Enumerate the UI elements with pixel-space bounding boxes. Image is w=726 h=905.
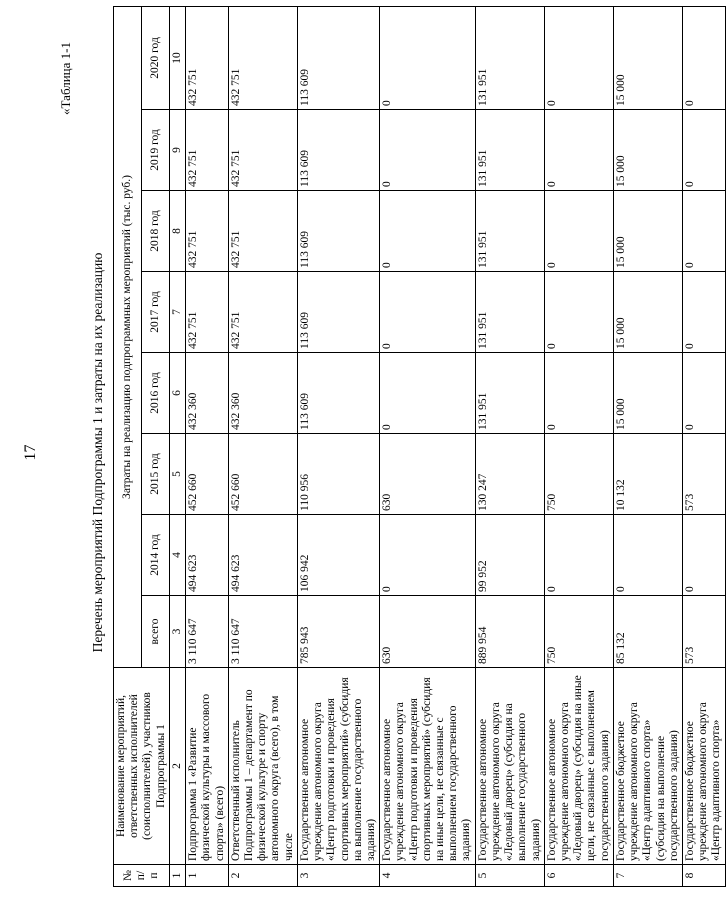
column-index: 1 xyxy=(169,865,185,887)
value-2015: 452 660 xyxy=(228,434,297,515)
value-2019: 113 609 xyxy=(297,110,379,191)
value-2017: 0 xyxy=(380,272,476,353)
value-2019: 0 xyxy=(380,110,476,191)
value-2018: 113 609 xyxy=(297,191,379,272)
row-name: Подпрограмма 1 «Развитие физической культуры и массового спорта» (всего) xyxy=(186,668,229,865)
value-2019: 432 751 xyxy=(186,110,229,191)
value-2015: 110 956 xyxy=(297,434,379,515)
value-2020: 15 000 xyxy=(613,6,682,109)
value-2014: 106 942 xyxy=(297,515,379,596)
value-2014: 99 952 xyxy=(475,515,544,596)
value-2015: 630 xyxy=(380,434,476,515)
table-label: «Таблица 1-1 xyxy=(58,42,73,115)
row-number: 3 xyxy=(297,865,379,887)
value-2017: 0 xyxy=(544,272,613,353)
value-2020: 0 xyxy=(682,6,725,109)
column-index: 7 xyxy=(169,272,185,353)
column-index: 8 xyxy=(169,191,185,272)
value-2014: 0 xyxy=(682,515,725,596)
value-2019: 15 000 xyxy=(613,110,682,191)
row-name: Ответственный исполнитель Подпрограммы 1 – департамент по физической культуре и спорту автономного округа (всего), в том числе xyxy=(228,668,297,865)
table-row xyxy=(682,6,725,886)
value-2018: 15 000 xyxy=(613,191,682,272)
header-total: всего xyxy=(141,596,169,668)
column-index: 9 xyxy=(169,110,185,191)
row-number: 5 xyxy=(475,865,544,887)
value-2017: 113 609 xyxy=(297,272,379,353)
value-2016: 131 951 xyxy=(475,353,544,434)
row-name: Государственное автономное учреждение автономного округа «Ледовый дворец» (субсидия на выполнение государственного задания) xyxy=(475,668,544,865)
row-name: Государственное автономное учреждение автономного округа «Ледовый дворец» (субсидия на иные цели, не связанные с выполнением государственного задания) xyxy=(544,668,613,865)
value-2017: 15 000 xyxy=(613,272,682,353)
value-2016: 0 xyxy=(682,353,725,434)
row-number: 4 xyxy=(380,865,476,887)
row-name: Государственное автономное учреждение автономного округа «Центр подготовки и проведения спортивных мероприятий» (субсидия на иные цели, не связанные с выполнением государственного задания) xyxy=(380,668,476,865)
value-2018: 0 xyxy=(544,191,613,272)
header-num: № п/п xyxy=(114,865,170,887)
value-total: 85 132 xyxy=(613,596,682,668)
value-2017: 432 751 xyxy=(186,272,229,353)
value-2016: 432 360 xyxy=(228,353,297,434)
value-2015: 10 132 xyxy=(613,434,682,515)
row-name: Государственное бюджетное учреждение автономного округа «Центр адаптивного спорта» (субсидия на выполнение государственного задания) xyxy=(613,668,682,865)
value-2018: 432 751 xyxy=(186,191,229,272)
table-row xyxy=(228,6,297,886)
value-2019: 131 951 xyxy=(475,110,544,191)
value-total: 573 xyxy=(682,596,725,668)
value-2016: 0 xyxy=(380,353,476,434)
value-2016: 0 xyxy=(544,353,613,434)
document-title: Перечень мероприятий Подпрограммы 1 и затраты на их реализацию xyxy=(90,252,105,653)
header-year: 2020 год xyxy=(141,6,169,109)
row-number: 7 xyxy=(613,865,682,887)
header-year: 2017 год xyxy=(141,272,169,353)
header-year: 2019 год xyxy=(141,110,169,191)
row-number: 1 xyxy=(186,865,229,887)
value-2017: 0 xyxy=(682,272,725,353)
value-2018: 0 xyxy=(682,191,725,272)
value-2020: 0 xyxy=(380,6,476,109)
value-total: 750 xyxy=(544,596,613,668)
page-number: 17 xyxy=(22,444,39,461)
value-2014: 494 623 xyxy=(186,515,229,596)
value-2014: 0 xyxy=(613,515,682,596)
value-2020: 131 951 xyxy=(475,6,544,109)
header-year: 2018 год xyxy=(141,191,169,272)
value-2016: 15 000 xyxy=(613,353,682,434)
table-row xyxy=(613,6,682,886)
costs-table xyxy=(113,6,726,887)
row-name: Государственное автономное учреждение автономного округа «Центр подготовки и проведения спортивных мероприятий» (субсидия на выполнение государственного задания) xyxy=(297,668,379,865)
value-total: 889 954 xyxy=(475,596,544,668)
value-2019: 0 xyxy=(682,110,725,191)
header-name: Наименование мероприятий, ответственных исполнителей (соисполнителей), участников Подпрограммы 1 xyxy=(114,668,170,865)
value-2016: 432 360 xyxy=(186,353,229,434)
value-2019: 432 751 xyxy=(228,110,297,191)
header-costs: Затраты на реализацию подпрограммных мероприятий (тыс. руб.) xyxy=(114,6,142,667)
value-2020: 0 xyxy=(544,6,613,109)
value-2020: 432 751 xyxy=(228,6,297,109)
header-year: 2016 год xyxy=(141,353,169,434)
value-total: 3 110 647 xyxy=(228,596,297,668)
value-2017: 432 751 xyxy=(228,272,297,353)
table-row xyxy=(380,6,476,886)
table-row xyxy=(544,6,613,886)
value-2015: 573 xyxy=(682,434,725,515)
header-year: 2015 год xyxy=(141,434,169,515)
value-2014: 0 xyxy=(380,515,476,596)
value-2018: 432 751 xyxy=(228,191,297,272)
column-index: 3 xyxy=(169,596,185,668)
value-total: 630 xyxy=(380,596,476,668)
value-2019: 0 xyxy=(544,110,613,191)
value-2017: 131 951 xyxy=(475,272,544,353)
column-index: 6 xyxy=(169,353,185,434)
value-2018: 0 xyxy=(380,191,476,272)
column-index: 4 xyxy=(169,515,185,596)
table-row xyxy=(186,6,229,886)
value-2015: 452 660 xyxy=(186,434,229,515)
row-number: 2 xyxy=(228,865,297,887)
row-number: 6 xyxy=(544,865,613,887)
value-2020: 113 609 xyxy=(297,6,379,109)
column-index: 5 xyxy=(169,434,185,515)
value-2015: 130 247 xyxy=(475,434,544,515)
row-name: Государственное бюджетное учреждение автономного округа «Центр адаптивного спорта» xyxy=(682,668,725,865)
value-total: 3 110 647 xyxy=(186,596,229,668)
column-index: 2 xyxy=(169,668,185,865)
value-2014: 494 623 xyxy=(228,515,297,596)
value-2020: 432 751 xyxy=(186,6,229,109)
header-year: 2014 год xyxy=(141,515,169,596)
value-2014: 0 xyxy=(544,515,613,596)
value-2016: 113 609 xyxy=(297,353,379,434)
value-2018: 131 951 xyxy=(475,191,544,272)
row-number: 8 xyxy=(682,865,725,887)
table-row xyxy=(475,6,544,886)
value-2015: 750 xyxy=(544,434,613,515)
table-row xyxy=(297,6,379,886)
value-total: 785 943 xyxy=(297,596,379,668)
column-index-row xyxy=(169,6,185,886)
column-index: 10 xyxy=(169,6,185,109)
